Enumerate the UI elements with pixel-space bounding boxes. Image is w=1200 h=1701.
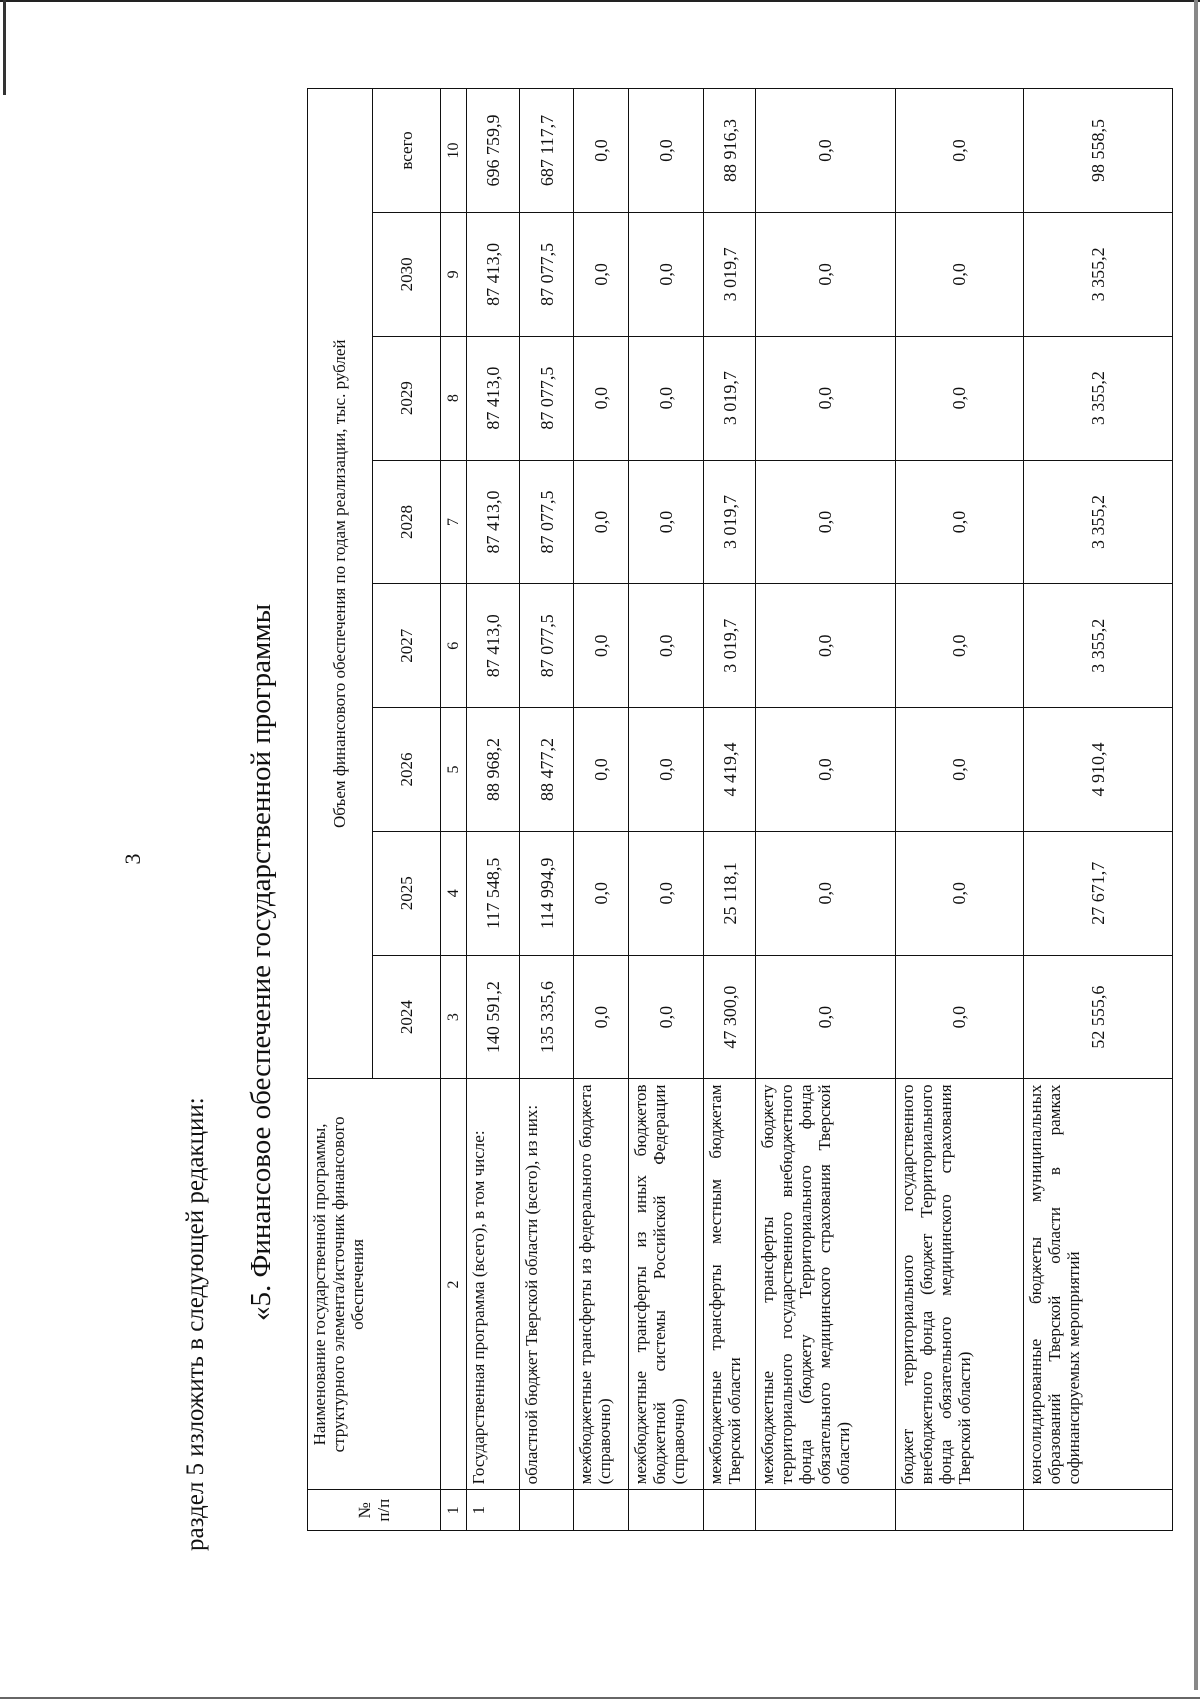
value-cell: 27 671,7: [1024, 831, 1173, 955]
value-cell: 0,0: [895, 708, 1024, 832]
table-row: [895, 89, 1024, 1531]
value-cell: 114 994,9: [520, 831, 574, 955]
header-year: 2028: [373, 460, 441, 584]
value-cell: 0,0: [895, 955, 1024, 1079]
value-cell: 3 355,2: [1024, 213, 1173, 337]
value-cell: 87 077,5: [520, 336, 574, 460]
value-cell: 0,0: [628, 336, 703, 460]
value-cell: 0,0: [574, 831, 628, 955]
row-number: [703, 1490, 755, 1531]
row-number: [895, 1490, 1024, 1531]
value-cell: 3 355,2: [1024, 336, 1173, 460]
column-number: 3: [441, 955, 467, 1079]
financing-table: [307, 88, 1173, 1531]
value-cell: 3 355,2: [1024, 584, 1173, 708]
row-number: [756, 1490, 896, 1531]
value-cell: 88 916,3: [703, 89, 755, 213]
value-cell: 87 077,5: [520, 584, 574, 708]
table-row: [467, 89, 520, 1531]
value-cell: 0,0: [628, 831, 703, 955]
value-cell: 88 477,2: [520, 708, 574, 832]
header-year: 2026: [373, 708, 441, 832]
value-cell: 87 077,5: [520, 213, 574, 337]
value-cell: 0,0: [628, 584, 703, 708]
value-cell: 3 355,2: [1024, 460, 1173, 584]
column-number: 7: [441, 460, 467, 584]
value-cell: 0,0: [574, 584, 628, 708]
value-cell: 87 413,0: [467, 336, 520, 460]
row-name: бюджет территориального государственного внебюджетного фонда (бюджет Территориального фонда обязательного медицинского страхования Тверской области): [895, 1079, 1024, 1490]
row-number: 1: [467, 1490, 520, 1531]
header-year: 2027: [373, 584, 441, 708]
row-name: Государственная программа (всего), в том числе:: [467, 1079, 520, 1490]
row-number: [1024, 1490, 1173, 1531]
table-row: [703, 89, 755, 1531]
section-title: «5. Финансовое обеспечение государственной программы: [245, 603, 277, 1321]
value-cell: 98 558,5: [1024, 89, 1173, 213]
value-cell: 3 019,7: [703, 213, 755, 337]
header-year: 2030: [373, 213, 441, 337]
value-cell: 0,0: [895, 213, 1024, 337]
row-number: [628, 1490, 703, 1531]
page-number: 3: [120, 853, 145, 865]
value-cell: 0,0: [574, 955, 628, 1079]
value-cell: 0,0: [628, 708, 703, 832]
value-cell: 0,0: [895, 89, 1024, 213]
value-cell: 117 548,5: [467, 831, 520, 955]
header-year: 2024: [373, 955, 441, 1079]
row-name: областной бюджет Тверской области (всего), из них:: [520, 1079, 574, 1490]
value-cell: 0,0: [756, 460, 896, 584]
value-cell: 0,0: [756, 213, 896, 337]
value-cell: 135 335,6: [520, 955, 574, 1079]
value-cell: 140 591,2: [467, 955, 520, 1079]
column-number: 9: [441, 213, 467, 337]
column-number: 6: [441, 584, 467, 708]
header-volume: Объем финансового обеспечения по годам реализации, тыс. рублей: [308, 89, 373, 1079]
value-cell: 696 759,9: [467, 89, 520, 213]
header-year: 2025: [373, 831, 441, 955]
value-cell: 3 019,7: [703, 460, 755, 584]
value-cell: 0,0: [756, 336, 896, 460]
value-cell: 0,0: [628, 89, 703, 213]
column-number: 10: [441, 89, 467, 213]
row-name: межбюджетные трансферты из федерального бюджета (справочно): [574, 1079, 628, 1490]
header-total: всего: [373, 89, 441, 213]
value-cell: 0,0: [628, 460, 703, 584]
value-cell: 0,0: [756, 955, 896, 1079]
value-cell: 0,0: [574, 336, 628, 460]
table-row: [574, 89, 628, 1531]
value-cell: 88 968,2: [467, 708, 520, 832]
value-cell: 25 118,1: [703, 831, 755, 955]
column-number: 5: [441, 708, 467, 832]
table-row: [756, 89, 896, 1531]
value-cell: 0,0: [756, 831, 896, 955]
row-number: [574, 1490, 628, 1531]
value-cell: 47 300,0: [703, 955, 755, 1079]
value-cell: 4 419,4: [703, 708, 755, 832]
header-num: № п/п: [308, 1490, 441, 1531]
row-name: межбюджетные трансферты бюджету территориального государственного внебюджетного фонда (бюджету Территориального фонда обязательного медицинского страхования Тверской области): [756, 1079, 896, 1490]
row-name: межбюджетные трансферты местным бюджетам Тверской области: [703, 1079, 755, 1490]
row-number: [520, 1490, 574, 1531]
value-cell: 0,0: [895, 584, 1024, 708]
value-cell: 0,0: [574, 708, 628, 832]
value-cell: 0,0: [756, 584, 896, 708]
value-cell: 0,0: [895, 460, 1024, 584]
value-cell: 87 413,0: [467, 460, 520, 584]
column-number: 1: [441, 1490, 467, 1531]
value-cell: 0,0: [574, 460, 628, 584]
value-cell: 0,0: [574, 89, 628, 213]
value-cell: 3 019,7: [703, 584, 755, 708]
table-row: [1024, 89, 1173, 1531]
value-cell: 87 413,0: [467, 584, 520, 708]
value-cell: 0,0: [895, 831, 1024, 955]
table-row: [520, 89, 574, 1531]
column-number: 2: [441, 1079, 467, 1490]
value-cell: 0,0: [574, 213, 628, 337]
value-cell: 0,0: [628, 955, 703, 1079]
value-cell: 0,0: [756, 89, 896, 213]
value-cell: 0,0: [895, 336, 1024, 460]
header-name: Наименование государственной программы, структурного элемента/источник финансового обеспечения: [308, 1079, 441, 1490]
column-number: 4: [441, 831, 467, 955]
row-name: консолидированные бюджеты муниципальных образований Тверской области в рамках софинансируемых мероприятий: [1024, 1079, 1173, 1490]
row-name: межбюджетные трансферты из иных бюджетов бюджетной системы Российской Федерации (справочно): [628, 1079, 703, 1490]
value-cell: 87 413,0: [467, 213, 520, 337]
value-cell: 87 077,5: [520, 460, 574, 584]
value-cell: 3 019,7: [703, 336, 755, 460]
table-row: [628, 89, 703, 1531]
column-number: 8: [441, 336, 467, 460]
value-cell: 0,0: [628, 213, 703, 337]
header-year: 2029: [373, 336, 441, 460]
value-cell: 52 555,6: [1024, 955, 1173, 1079]
value-cell: 687 117,7: [520, 89, 574, 213]
intro-text: раздел 5 изложить в следующей редакции:: [182, 1097, 209, 1551]
value-cell: 4 910,4: [1024, 708, 1173, 832]
value-cell: 0,0: [756, 708, 896, 832]
